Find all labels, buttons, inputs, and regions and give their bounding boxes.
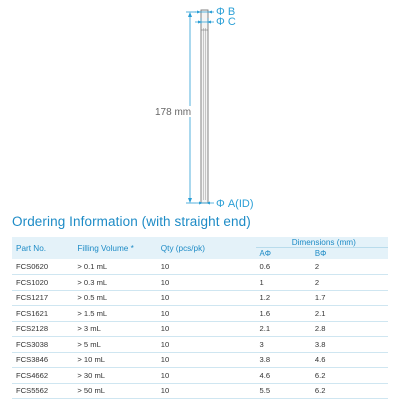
table-row [12, 275, 388, 291]
cell-a-phi: 2.1 [256, 321, 311, 337]
cell-volume: > 30 mL [73, 368, 156, 384]
table-row [12, 306, 388, 322]
cell-b-phi: 6.2 [311, 368, 384, 384]
cell-volume: > 5 mL [73, 337, 156, 353]
cell-qty: 10 [157, 259, 256, 275]
c-diameter-label: Φ C [216, 16, 236, 28]
cell-b-phi: 2 [311, 259, 384, 275]
a-diameter-label: Φ A(ID) [216, 198, 254, 210]
cell-b-phi: 2 [311, 275, 384, 291]
header-part-no: Part No. [12, 237, 73, 259]
cell-qty: 10 [157, 290, 256, 306]
cell-part-no: FCS0620 [12, 259, 73, 275]
cell-part-no: FCS2128 [12, 321, 73, 337]
cell-a-phi: 3 [256, 337, 311, 353]
cell-volume: > 1.5 mL [73, 306, 156, 322]
header-qty: Qty (pcs/pk) [157, 237, 256, 259]
cell-b-phi: 6.2 [311, 383, 384, 399]
table-row [12, 337, 388, 353]
table-row [12, 290, 388, 306]
header-b-phi: BΦ [311, 248, 384, 260]
cell-qty: 10 [157, 337, 256, 353]
table-header-row [12, 237, 388, 248]
cell-part-no: FCS4662 [12, 368, 73, 384]
ordering-table [12, 237, 388, 399]
cell-qty: 10 [157, 352, 256, 368]
table-row [12, 352, 388, 368]
section-title: Ordering Information (with straight end) [12, 214, 251, 229]
cell-a-phi: 4.6 [256, 368, 311, 384]
cell-part-no: FCS1020 [12, 275, 73, 291]
cell-a-phi: 3.8 [256, 352, 311, 368]
cell-b-phi: 4.6 [311, 352, 384, 368]
header-filling-volume: Filling Volume * [73, 237, 156, 259]
cell-qty: 10 [157, 321, 256, 337]
cell-volume: > 3 mL [73, 321, 156, 337]
cell-a-phi: 1.2 [256, 290, 311, 306]
cell-a-phi: 0.6 [256, 259, 311, 275]
b-diameter-label: Φ B [216, 6, 236, 18]
cell-part-no: FCS1621 [12, 306, 73, 322]
cell-volume: > 10 mL [73, 352, 156, 368]
cell-b-phi: 2.8 [311, 321, 384, 337]
tube-outline [201, 10, 208, 203]
table-row [12, 383, 388, 399]
cell-part-no: FCS3038 [12, 337, 73, 353]
cell-qty: 10 [157, 383, 256, 399]
cell-qty: 10 [157, 275, 256, 291]
cell-volume: > 0.1 mL [73, 259, 156, 275]
cell-part-no: FCS3846 [12, 352, 73, 368]
cell-a-phi: 1 [256, 275, 311, 291]
cell-part-no: FCS5562 [12, 383, 73, 399]
cell-part-no: FCS1217 [12, 290, 73, 306]
header-spacer [384, 248, 388, 260]
table-row [12, 321, 388, 337]
cell-qty: 10 [157, 368, 256, 384]
cell-b-phi: 3.8 [311, 337, 384, 353]
cell-volume: > 0.3 mL [73, 275, 156, 291]
cell-a-phi: 5.5 [256, 383, 311, 399]
table-row [12, 368, 388, 384]
cell-volume: > 50 mL [73, 383, 156, 399]
table-row [12, 259, 388, 275]
length-label: 178 mm [155, 107, 192, 118]
header-a-phi: AΦ [256, 248, 311, 260]
header-dimensions: Dimensions (mm) [256, 237, 388, 248]
cell-b-phi: 1.7 [311, 290, 384, 306]
cell-b-phi: 2.1 [311, 306, 384, 322]
cell-qty: 10 [157, 306, 256, 322]
cell-volume: > 0.5 mL [73, 290, 156, 306]
cell-a-phi: 1.6 [256, 306, 311, 322]
